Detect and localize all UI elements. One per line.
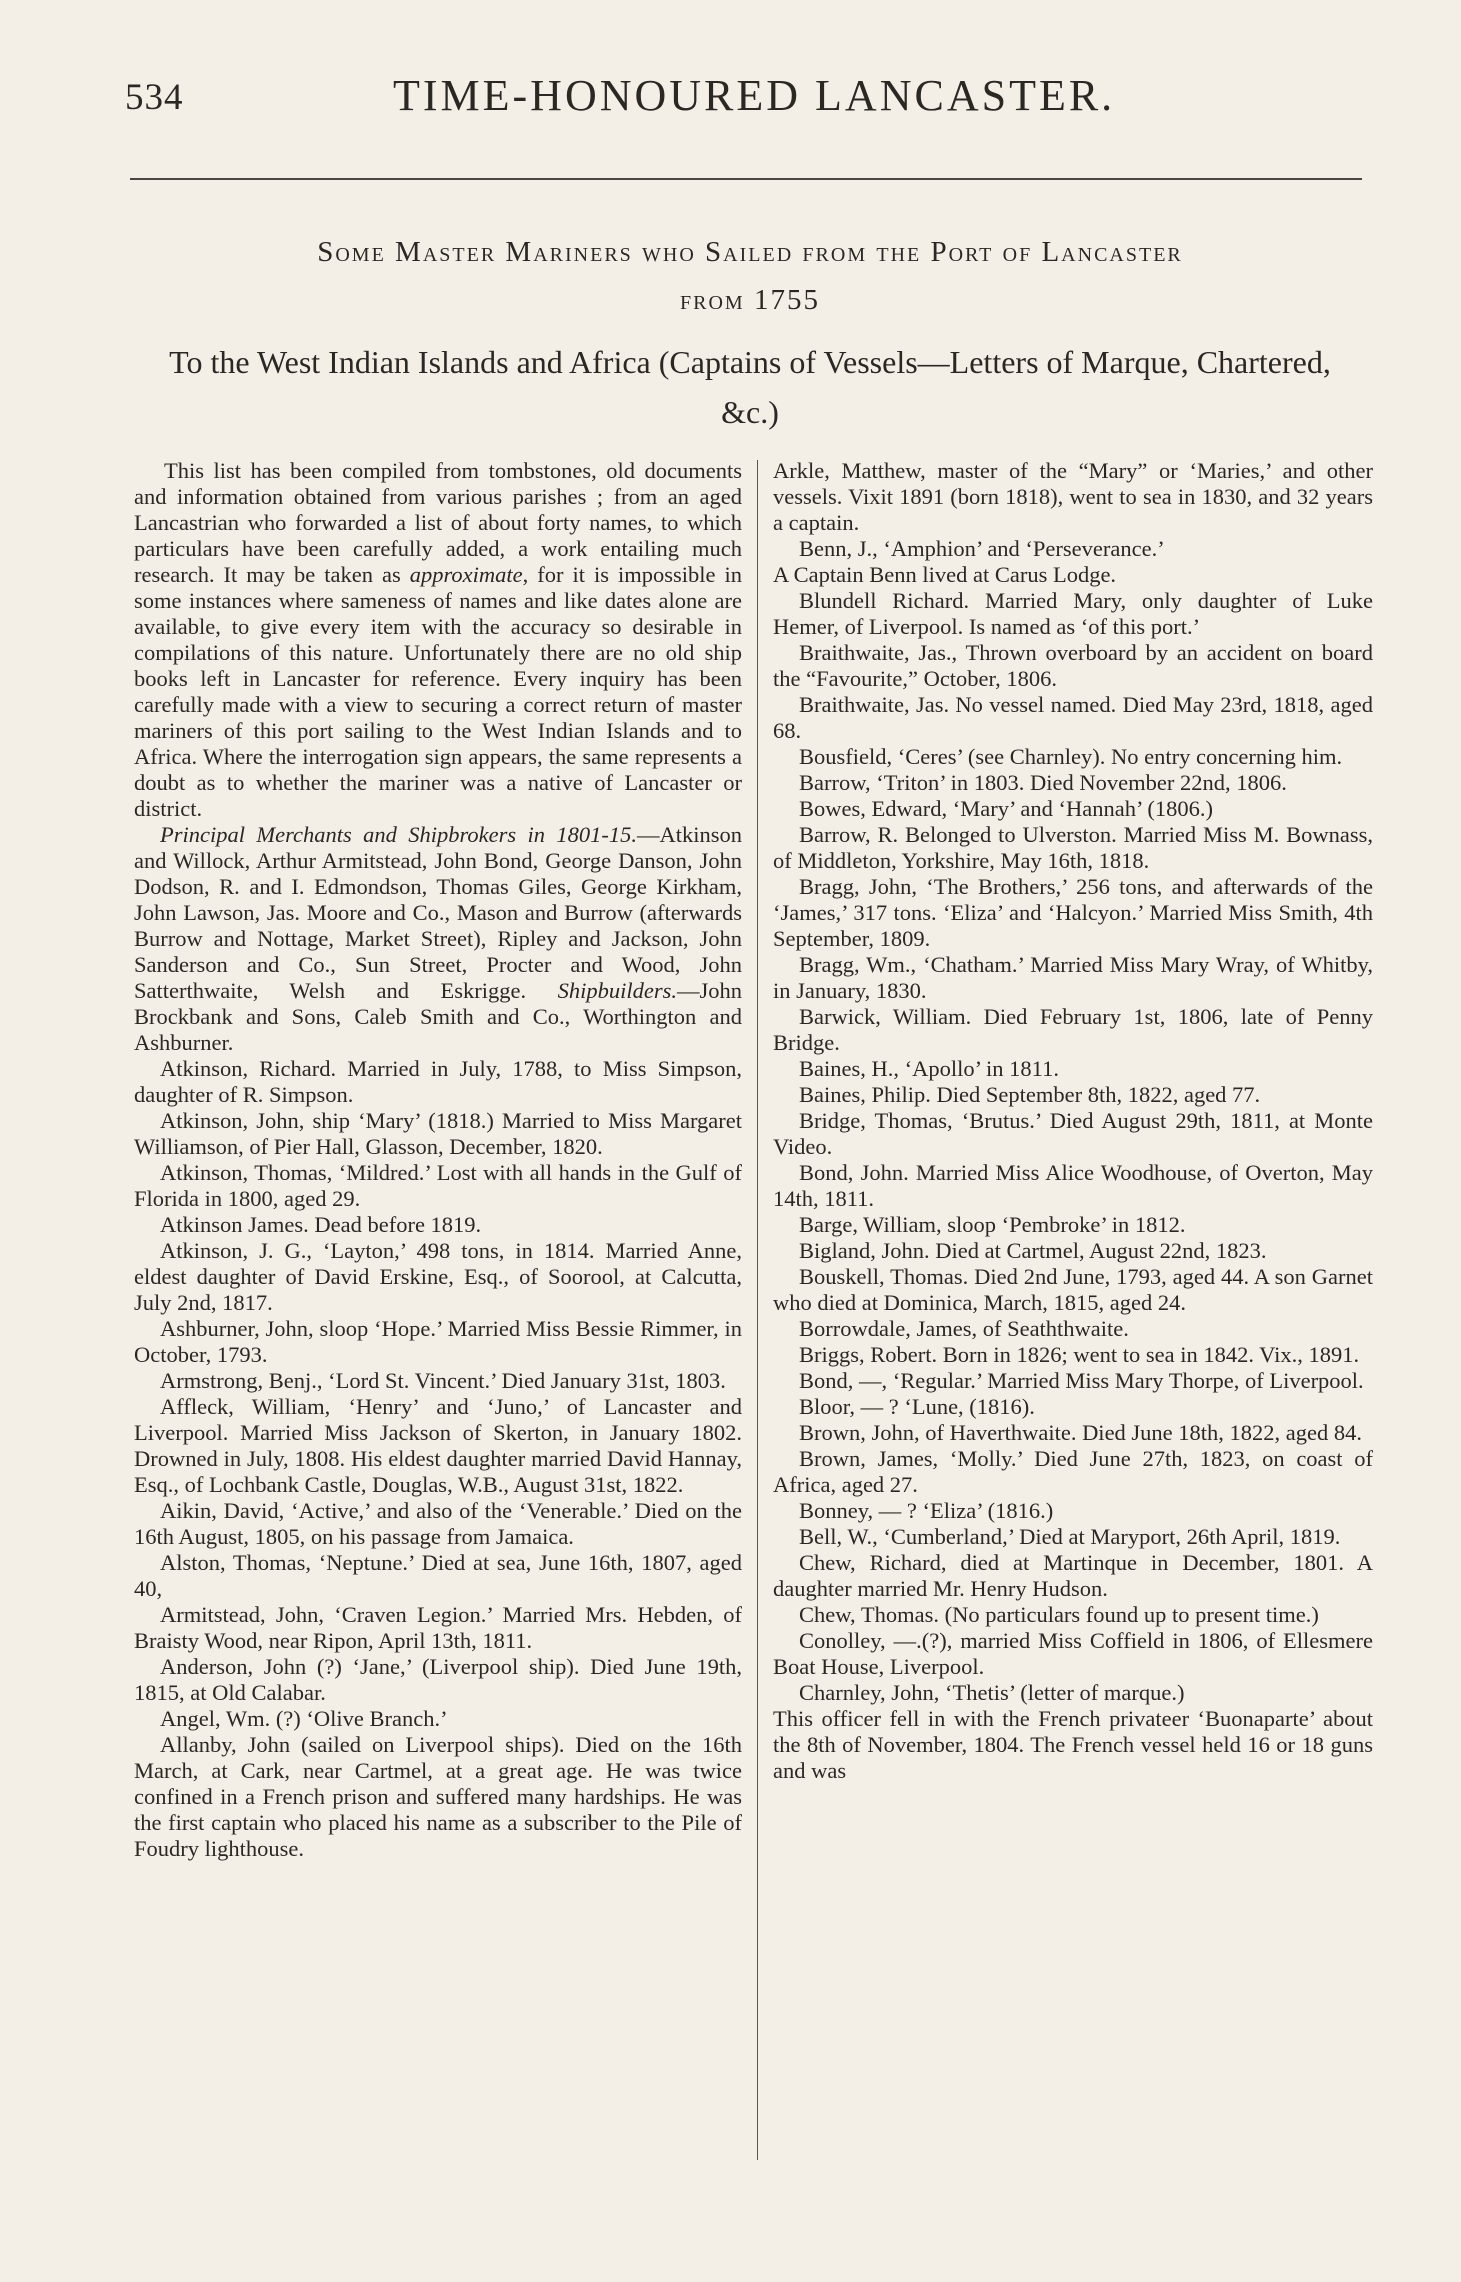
mariner-entry: Bragg, John, ‘The Brothers,’ 256 tons, and afterwards of the ‘James,’ 317 tons. ‘Eliza’ and ‘Halcyon.’ Married Miss Smith, 4th September, 1809. — [773, 874, 1373, 951]
entry-arkle: Arkle, Matthew, master of the “Mary” or ‘Maries,’ and other vessels. Vixit 1891 (born 1818), went to sea in 1830, and 32 years a captain. — [773, 458, 1373, 535]
mariner-entry: Bloor, — ? ‘Lune, (1816). — [799, 1394, 1035, 1419]
mariner-entry: Barrow, ‘Triton’ in 1803. Died November 22nd, 1806. — [799, 770, 1287, 795]
mariner-entry: Baines, H., ‘Apollo’ in 1811. — [799, 1056, 1059, 1081]
mariner-entry: Chew, Richard, died at Martinque in December, 1801. A daughter married Mr. Henry Hudson. — [773, 1550, 1373, 1601]
mariner-entry: Bragg, Wm., ‘Chatham.’ Married Miss Mary Wray, of Whitby, in January, 1830. — [773, 952, 1373, 1003]
right-column — [773, 458, 1373, 1784]
mariner-entry: Blundell Richard. Married Mary, only daughter of Luke Hemer, of Liverpool. Is named as ‘of this port.’ — [773, 588, 1373, 639]
section-title — [140, 228, 1360, 324]
merchants-heading: Principal Merchants and Shipbrokers in 1801-15. — [160, 822, 637, 847]
mariner-entry: Braithwaite, Jas., Thrown overboard by an accident on board the “Favourite,” October, 1806. — [773, 640, 1373, 691]
mariner-entry: Bigland, John. Died at Cartmel, August 22nd, 1823. — [799, 1238, 1267, 1263]
mariner-entry: Atkinson, John, ship ‘Mary’ (1818.) Married to Miss Margaret Williamson, of Pier Hall, Glasson, December, 1820. — [134, 1108, 742, 1159]
intro-text-a: This list has been compiled from tombstones, old documents and information obtained from various parishes ; from an aged Lancastrian who forwarded a list of about forty names, to which particulars have been carefully added, a work entailing much research. It may be taken as — [134, 458, 742, 587]
section-subtitle: To the West Indian Islands and Africa (Captains of Vessels—Letters of Marque, Chartered, &c.) — [169, 344, 1331, 430]
mariner-entry: Atkinson, J. G., ‘Layton,’ 498 tons, in 1814. Married Anne, eldest daughter of David Erskine, Esq., of Soorool, at Calcutta, July 2nd, 1817. — [134, 1238, 742, 1315]
mariner-entry: Baines, Philip. Died September 8th, 1822, aged 77. — [799, 1082, 1261, 1107]
mariner-entry: Atkinson James. Dead before 1819. — [160, 1212, 482, 1237]
page-number: 534 — [125, 77, 184, 118]
running-title: TIME-HONOURED LANCASTER. — [393, 71, 1116, 120]
mariner-entry: Aikin, David, ‘Active,’ and also of the ‘Venerable.’ Died on the 16th August, 1805, on his passage from Jamaica. — [134, 1498, 742, 1549]
mariner-entry: Barrow, R. Belonged to Ulverston. Married Miss M. Bownass, of Middleton, Yorkshire, May 16th, 1818. — [773, 822, 1373, 873]
merchants-paragraph — [134, 822, 742, 1056]
mariner-entry: Alston, Thomas, ‘Neptune.’ Died at sea, June 16th, 1807, aged 40, — [134, 1550, 742, 1601]
mariner-entry: Bond, —, ‘Regular.’ Married Miss Mary Thorpe, of Liverpool. — [799, 1368, 1364, 1393]
mariner-entry: Bond, John. Married Miss Alice Woodhouse, of Overton, May 14th, 1811. — [773, 1160, 1373, 1211]
page-header — [125, 66, 1375, 126]
mariner-entry: Barge, William, sloop ‘Pembroke’ in 1812. — [799, 1212, 1186, 1237]
left-entries-list — [134, 1056, 742, 1862]
mariner-entry: Bousfield, ‘Ceres’ (see Charnley). No entry concerning him. — [799, 744, 1343, 769]
mariner-entry: Barwick, William. Died February 1st, 1806, late of Penny Bridge. — [773, 1004, 1373, 1055]
mariner-entry: Borrowdale, James, of Seaththwaite. — [799, 1316, 1129, 1341]
section-title-line2: from 1755 — [680, 284, 820, 316]
mariner-entry: Atkinson, Richard. Married in July, 1788, to Miss Simpson, daughter of R. Simpson. — [134, 1056, 742, 1107]
mariner-entry: Angel, Wm. (?) ‘Olive Branch.’ — [160, 1706, 448, 1731]
header-rule — [130, 178, 1362, 180]
mariner-entry: Benn, J., ‘Amphion’ and ‘Perseverance.’ — [799, 536, 1165, 561]
benn-note: A Captain Benn lived at Carus Lodge. — [773, 562, 1117, 587]
left-column — [134, 458, 742, 1862]
mariner-entry: Allanby, John (sailed on Liverpool ships). Died on the 16th March, at Cark, near Cartmel, at a great age. He was twice confined in a French prison and suffered many hardships. He was the first captain who placed his name as a subscriber to the Pile of Foudry lighthouse. — [134, 1732, 742, 1861]
mariner-entry: Anderson, John (?) ‘Jane,’ (Liverpool ship). Died June 19th, 1815, at Old Calabar. — [134, 1654, 742, 1705]
mariner-entry: Ashburner, John, sloop ‘Hope.’ Married Miss Bessie Rimmer, in October, 1793. — [134, 1316, 742, 1367]
intro-italic-word: approximate — [409, 562, 523, 587]
mariner-entry: Charnley, John, ‘Thetis’ (letter of marque.) — [799, 1680, 1185, 1705]
mariner-entry: Affleck, William, ‘Henry’ and ‘Juno,’ of Lancaster and Liverpool. Married Miss Jackson of Skerton, in January 1802. Drowned in July, 1808. His eldest daughter married David Hannay, Esq., of Lochbank Castle, Douglas, W.B., August 31st, 1822. — [134, 1394, 742, 1497]
mariner-entry: Bonney, — ? ‘Eliza’ (1816.) — [799, 1498, 1054, 1523]
mariner-entry: Chew, Thomas. (No particulars found up to present time.) — [799, 1602, 1319, 1627]
shipbuilders-heading: Shipbuilders. — [557, 978, 677, 1003]
mariner-entry: Brown, John, of Haverthwaite. Died June 18th, 1822, aged 84. — [799, 1420, 1363, 1445]
mariner-entry: Bouskell, Thomas. Died 2nd June, 1793, aged 44. A son Garnet who died at Dominica, March, 1815, aged 24. — [773, 1264, 1373, 1315]
intro-paragraph — [134, 458, 742, 822]
intro-text-b: , for it is impossible in some instances where sameness of names and like dates alone are available, to give every item with the accuracy so desirable in compilations of this nature. Unfortunately there are no old ship books left in Lancaster for reference. Every inquiry has been carefully made with a view to securing a correct return of master mariners of this port sailing to the West Indian Islands and to Africa. Where the interrogation sign appears, the same represents a doubt as to whether the mariner was a native of Lancaster or district. — [134, 562, 743, 821]
mariner-entry: Conolley, —.(?), married Miss Coffield in 1806, of Ellesmere Boat House, Liverpool. — [773, 1628, 1373, 1679]
mariner-entry: Bridge, Thomas, ‘Brutus.’ Died August 29th, 1811, at Monte Video. — [773, 1108, 1373, 1159]
charnley-continuation: This officer fell in with the French privateer ‘Buonaparte’ about the 8th of November, 1804. The French vessel held 16 or 18 guns and was — [773, 1706, 1373, 1783]
section-title-line1: Some Master Mariners who Sailed from the Port of Lancaster — [317, 236, 1183, 268]
column-divider — [757, 460, 758, 2160]
mariner-entry: Braithwaite, Jas. No vessel named. Died May 23rd, 1818, aged 68. — [773, 692, 1373, 743]
mariner-entry: Bowes, Edward, ‘Mary’ and ‘Hannah’ (1806.) — [799, 796, 1214, 821]
mariner-entry: Briggs, Robert. Born in 1826; went to sea in 1842. Vix., 1891. — [799, 1342, 1360, 1367]
mariner-entry: Atkinson, Thomas, ‘Mildred.’ Lost with all hands in the Gulf of Florida in 1800, aged 29. — [134, 1160, 742, 1211]
right-entries-list-b — [773, 588, 1373, 1706]
shipbuilders-text: —John Brockbank and Sons, Caleb Smith and Co., Worthington and Ashburner. — [134, 978, 742, 1055]
mariner-entry: Brown, James, ‘Molly.’ Died June 27th, 1823, on coast of Africa, aged 27. — [773, 1446, 1373, 1497]
mariner-entry: Armitstead, John, ‘Craven Legion.’ Married Mrs. Hebden, of Braisty Wood, near Ripon, April 13th, 1811. — [134, 1602, 742, 1653]
merchants-text: —Atkinson and Willock, Arthur Armitstead, John Bond, George Danson, John Dodson, R. and I. Edmondson, Thomas Giles, George Kirkham, John Lawson, Jas. Moore and Co., Mason and Burrow (afterwards Burrow and Nottage, Market Street), Ripley and Jackson, John Sanderson and Co., Sun Street, Procter and Wood, John Satterthwaite, Welsh and Eskrigge. — [134, 822, 742, 1003]
mariner-entry: Bell, W., ‘Cumberland,’ Died at Maryport, 26th April, 1819. — [799, 1524, 1341, 1549]
mariner-entry: Armstrong, Benj., ‘Lord St. Vincent.’ Died January 31st, 1803. — [160, 1368, 726, 1393]
right-entries-list-a — [773, 536, 1373, 562]
